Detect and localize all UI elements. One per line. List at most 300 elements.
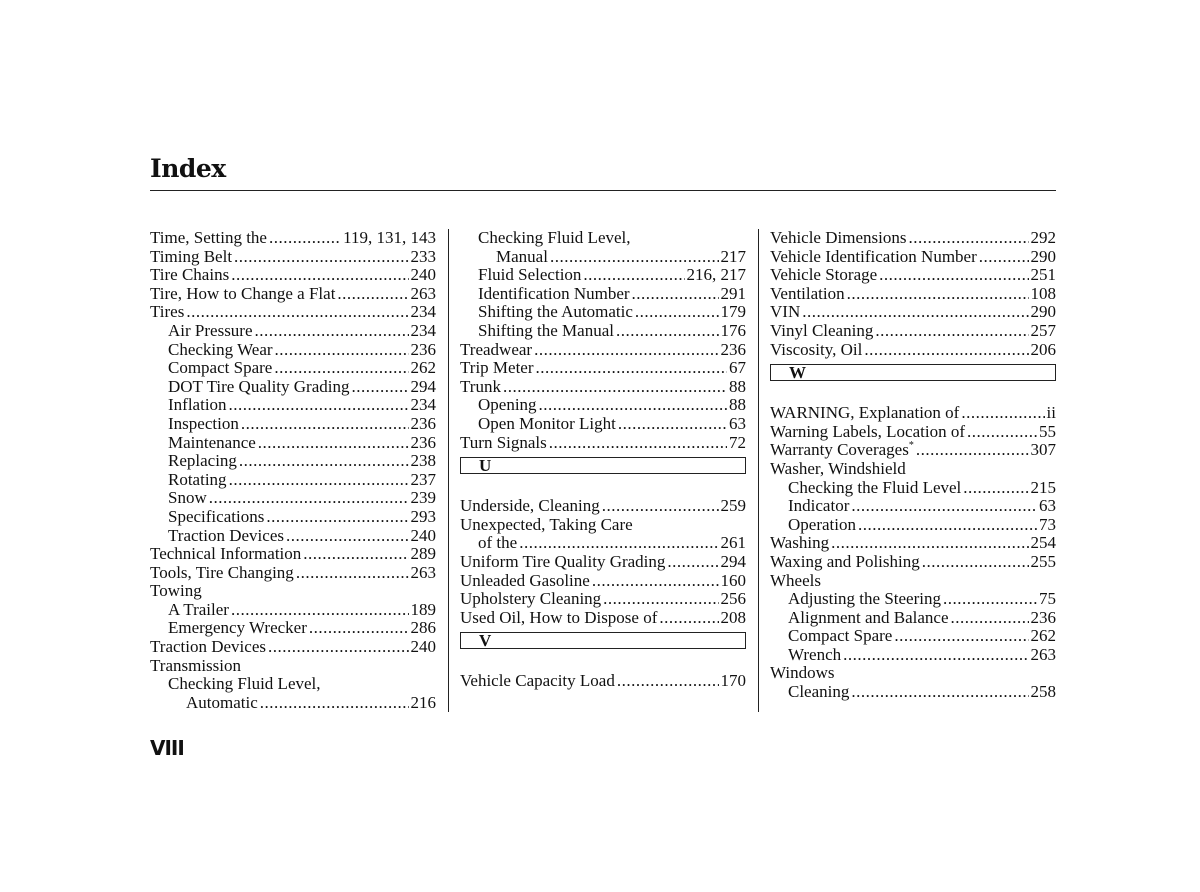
entry-label	[168, 396, 227, 415]
entry-label	[186, 694, 258, 713]
entry-label	[168, 619, 307, 638]
entry-page-number: 208	[720, 608, 746, 627]
entry-page-number: 160	[720, 571, 746, 590]
entry-page-number: 108	[1030, 284, 1056, 303]
entry-label	[460, 434, 547, 453]
entry-label	[460, 378, 501, 397]
dot-leader	[616, 322, 719, 341]
entry-label-text: Upholstery Cleaning	[460, 590, 602, 609]
index-entry	[460, 609, 746, 628]
entry-label-text: Tires	[150, 303, 185, 322]
entry-label-text: Compact Spare	[788, 627, 893, 646]
entry-label-text: Waxing and Polishing	[770, 552, 920, 571]
entry-label	[168, 527, 284, 546]
entry-label-text: Towing	[150, 582, 202, 601]
entry-label-text: Identification Number	[478, 284, 630, 303]
index-entry	[770, 479, 1056, 498]
entry-page-number: 63	[1039, 497, 1056, 516]
entry-label-text: Specifications	[168, 507, 265, 526]
dot-leader	[255, 322, 409, 341]
index-entry	[150, 694, 436, 713]
index-entry	[770, 248, 1056, 267]
entry-label	[150, 657, 241, 676]
dot-leader	[592, 572, 719, 591]
dot-leader	[864, 341, 1028, 360]
entry-page-number: 251	[1030, 266, 1056, 285]
entry-page-number: 75	[1039, 590, 1056, 609]
entry-label	[150, 582, 202, 601]
index-entry	[460, 285, 746, 304]
index-entry	[150, 452, 436, 471]
entry-label-text: Vinyl Cleaning	[770, 321, 874, 340]
entry-label-text: Windows	[770, 664, 835, 683]
entry-page-number: 262	[410, 359, 436, 378]
entry-label-text: Warranty Coverages	[770, 441, 909, 460]
entry-label-text: Tire Chains	[150, 266, 230, 285]
entry-label	[150, 285, 335, 304]
entry-page-number: 259	[720, 497, 746, 516]
dot-leader	[843, 646, 1028, 665]
index-entry	[770, 460, 1056, 479]
dot-leader	[851, 497, 1037, 516]
title-rule	[150, 190, 1056, 191]
dot-leader	[275, 341, 409, 360]
index-entry	[460, 534, 746, 553]
entry-label	[168, 415, 239, 434]
dot-leader	[851, 683, 1028, 702]
index-entry	[770, 266, 1056, 285]
entry-label-text: Manual	[496, 247, 548, 266]
dot-leader	[231, 601, 409, 620]
index-entry	[770, 423, 1056, 442]
dot-leader	[539, 396, 727, 415]
entry-page-number: 88	[729, 377, 746, 396]
entry-page-number: 263	[410, 284, 436, 303]
dot-leader	[618, 415, 727, 434]
entry-label	[788, 479, 961, 498]
index-entry	[150, 675, 436, 694]
entry-page-number: 72	[729, 433, 746, 452]
index-entry	[460, 341, 746, 360]
entry-label	[150, 564, 294, 583]
entry-label-text: Operation	[788, 515, 856, 534]
column-divider	[758, 229, 759, 712]
entry-page-number: 254	[1030, 534, 1056, 553]
entry-label	[460, 497, 600, 516]
entry-page-number: 262	[1030, 627, 1056, 646]
index-entry	[770, 322, 1056, 341]
entry-page-number: 63	[729, 414, 746, 433]
entry-label-text: Vehicle Capacity Load	[460, 672, 615, 691]
dot-leader	[967, 423, 1037, 442]
entry-label-text: Traction Devices	[168, 526, 284, 545]
entry-label-text: of the	[478, 534, 518, 553]
entry-label-text: Wrench	[788, 645, 842, 664]
index-entry	[150, 471, 436, 490]
index-entry	[770, 572, 1056, 591]
entry-label	[788, 497, 849, 516]
index-entry	[150, 601, 436, 620]
entry-label	[460, 672, 615, 691]
dot-leader	[258, 434, 409, 453]
index-entry	[460, 553, 746, 572]
entry-label	[770, 248, 977, 267]
dot-leader	[296, 564, 409, 583]
index-entry	[770, 627, 1056, 646]
entry-page-number: 263	[1030, 645, 1056, 664]
index-entry	[770, 303, 1056, 322]
index-entry	[460, 359, 746, 378]
section-letter-w: W	[770, 364, 1056, 381]
entry-label	[168, 601, 229, 620]
entry-label	[478, 415, 616, 434]
entry-page-number: 263	[410, 563, 436, 582]
entry-label	[770, 322, 873, 341]
entry-label-text: Adjusting the Steering	[788, 590, 941, 609]
entry-label-text: Emergency Wrecker	[168, 619, 307, 638]
index-entry	[770, 664, 1056, 683]
entry-label-text: Shifting the Manual	[478, 321, 614, 340]
entry-label	[478, 266, 581, 285]
page-number: VIII	[150, 736, 184, 760]
index-entry	[460, 303, 746, 322]
entry-label-text: Inflation	[168, 396, 227, 415]
entry-label	[770, 572, 821, 591]
dot-leader	[943, 590, 1037, 609]
entry-label	[478, 396, 537, 415]
index-entry	[770, 441, 1056, 460]
entry-label	[460, 359, 534, 378]
entry-label	[770, 341, 862, 360]
entry-label-text: Checking Fluid Level,	[478, 229, 631, 247]
dot-leader	[879, 266, 1028, 285]
entry-label-text: Opening	[478, 396, 537, 415]
index-entry	[460, 248, 746, 267]
dot-leader	[268, 638, 409, 657]
dot-leader	[234, 248, 408, 267]
entry-page-number: 286	[410, 619, 436, 638]
index-entry	[150, 322, 436, 341]
index-entry	[770, 404, 1056, 423]
entry-label-text: Vehicle Storage	[770, 266, 878, 285]
index-entry	[150, 657, 436, 676]
dot-leader	[337, 285, 408, 304]
dot-leader	[231, 266, 408, 285]
entry-page-number: 236	[410, 433, 436, 452]
entry-label	[788, 646, 841, 665]
dot-leader	[847, 285, 1029, 304]
dot-leader	[951, 609, 1029, 628]
dot-leader	[632, 285, 719, 304]
entry-label	[168, 434, 256, 453]
index-entry	[150, 341, 436, 360]
index-entry	[150, 638, 436, 657]
entry-label	[788, 609, 949, 628]
entry-label	[460, 609, 657, 628]
index-entry	[150, 564, 436, 583]
index-entry	[150, 285, 436, 304]
index-entry	[150, 582, 436, 601]
entry-label-text: Warning Labels, Location of	[770, 422, 966, 441]
entry-page-number: 256	[720, 590, 746, 609]
entry-label-text: Cleaning	[788, 683, 850, 702]
dot-leader	[239, 452, 409, 471]
index-entry	[460, 266, 746, 285]
dot-leader	[519, 534, 718, 553]
entry-page-number: 236	[410, 414, 436, 433]
entry-page-number: 293	[410, 507, 436, 526]
entry-label-text: Ventilation	[770, 284, 845, 303]
entry-page-number: 291	[720, 284, 746, 303]
entry-page-number: 240	[410, 266, 436, 285]
entry-label	[168, 322, 253, 341]
index-column-3	[770, 229, 1056, 702]
entry-page-number: 215	[1030, 478, 1056, 497]
dot-leader	[603, 590, 718, 609]
entry-page-number: 55	[1039, 422, 1056, 441]
entry-label	[168, 489, 207, 508]
entry-label-text: Traction Devices	[150, 638, 266, 657]
entry-label-text: Tire, How to Change a Flat	[150, 284, 336, 303]
entry-label-text: Indicator	[788, 497, 850, 516]
index-entry	[770, 553, 1056, 572]
entry-page-number: ii	[1046, 404, 1056, 423]
entry-page-number: 236	[410, 340, 436, 359]
entry-label	[770, 534, 829, 553]
dot-leader	[858, 516, 1037, 535]
dot-leader	[352, 378, 409, 397]
entry-label-text: Checking Fluid Level,	[168, 675, 321, 694]
index-entry	[460, 434, 746, 453]
index-entry	[150, 508, 436, 527]
entry-label-text: Maintenance	[168, 433, 256, 452]
entry-label-text: Technical Information	[150, 545, 302, 564]
entry-label-text: Compact Spare	[168, 359, 273, 378]
entry-page-number: 179	[720, 303, 746, 322]
dot-leader	[602, 497, 719, 516]
entry-page-number: 238	[410, 452, 436, 471]
entry-page-number: 261	[720, 534, 746, 553]
entry-label	[788, 683, 849, 702]
entry-page-number: 234	[410, 303, 436, 322]
entry-label	[478, 285, 630, 304]
dot-leader	[979, 248, 1029, 267]
entry-label-text: Washer, Windshield	[770, 459, 906, 478]
entry-label	[478, 303, 633, 322]
entry-label	[478, 534, 517, 553]
entry-label	[150, 248, 232, 267]
entry-label-text: Unleaded Gasoline	[460, 571, 590, 590]
entry-page-number: 255	[1030, 552, 1056, 571]
dot-leader	[831, 534, 1028, 553]
entry-page-number: 234	[410, 321, 436, 340]
section-letter-u: U	[460, 457, 746, 474]
entry-label-text: Transmission	[150, 656, 242, 675]
entry-page-number: 240	[410, 638, 436, 657]
dot-leader	[286, 527, 409, 546]
dot-leader	[269, 229, 341, 248]
entry-page-number: 239	[410, 489, 436, 508]
entry-page-number: 290	[1030, 247, 1056, 266]
entry-label-text: Snow	[168, 489, 207, 508]
entry-page-number: 189	[410, 600, 436, 619]
entry-page-number: 289	[410, 545, 436, 564]
entry-page-number: 216, 217	[686, 266, 746, 285]
index-entry	[460, 396, 746, 415]
dot-leader	[534, 341, 718, 360]
index-entry	[460, 590, 746, 609]
entry-page-number: 240	[410, 526, 436, 545]
dot-leader	[961, 404, 1044, 423]
dot-leader	[260, 694, 409, 713]
entry-page-number: 73	[1039, 515, 1056, 534]
entry-label-text: Tools, Tire Changing	[150, 563, 294, 582]
entry-label-text: Vehicle Identification Number	[770, 247, 977, 266]
index-entry	[770, 497, 1056, 516]
dot-leader	[583, 266, 684, 285]
dot-leader	[635, 303, 719, 322]
entry-page-number: 170	[720, 672, 746, 691]
entry-label	[168, 471, 227, 490]
dot-leader	[894, 627, 1028, 646]
entry-label	[788, 590, 941, 609]
entry-label	[770, 285, 845, 304]
entry-page-number: 307	[1030, 441, 1056, 460]
dot-leader	[922, 553, 1029, 572]
entry-page-number: 257	[1030, 321, 1056, 340]
entry-label	[168, 378, 350, 397]
entry-page-number: 119, 131, 143	[343, 229, 436, 247]
index-entry	[460, 415, 746, 434]
entry-label	[150, 545, 301, 564]
index-entry	[150, 619, 436, 638]
dot-leader	[536, 359, 727, 378]
entry-page-number: 236	[1030, 608, 1056, 627]
dot-leader	[550, 248, 719, 267]
dot-leader	[241, 415, 409, 434]
entry-page-number: 237	[410, 470, 436, 489]
index-entry	[460, 572, 746, 591]
entry-page-number: 206	[1030, 340, 1056, 359]
entry-label-text: Wheels	[770, 571, 821, 590]
entry-label-text: Checking the Fluid Level	[788, 478, 962, 497]
index-entry	[770, 285, 1056, 304]
entry-label	[150, 303, 184, 322]
index-entry	[460, 229, 746, 248]
entry-label	[770, 229, 906, 248]
dot-leader	[908, 229, 1028, 248]
dot-leader	[617, 672, 719, 691]
entry-label	[168, 508, 264, 527]
entry-label-text: Timing Belt	[150, 247, 233, 266]
index-entry	[150, 489, 436, 508]
index-entry	[460, 497, 746, 516]
dot-leader	[875, 322, 1028, 341]
entry-label	[460, 572, 590, 591]
index-entry	[150, 378, 436, 397]
index-entry	[150, 248, 436, 267]
entry-label	[770, 664, 834, 683]
entry-label-text: WARNING, Explanation of	[770, 404, 960, 423]
column-divider	[448, 229, 449, 712]
dot-leader	[963, 479, 1028, 498]
entry-page-number: 236	[720, 340, 746, 359]
entry-label-text: Rotating	[168, 470, 227, 489]
entry-label	[770, 553, 920, 572]
entry-label-text: Vehicle Dimensions	[770, 229, 907, 247]
entry-page-number: 294	[410, 377, 436, 396]
dot-leader	[274, 359, 408, 378]
entry-label-text: Washing	[770, 534, 830, 553]
entry-page-number: 234	[410, 396, 436, 415]
dot-leader	[549, 434, 727, 453]
entry-page-number: 290	[1030, 303, 1056, 322]
entry-label-text: Shifting the Automatic	[478, 303, 633, 322]
index-entry	[150, 396, 436, 415]
entry-page-number: 176	[720, 321, 746, 340]
index-entry	[150, 359, 436, 378]
entry-label-text: Checking Wear	[168, 340, 273, 359]
index-entry	[460, 378, 746, 397]
entry-label-text: Automatic	[186, 693, 258, 712]
dot-leader	[309, 619, 409, 638]
index-entry	[770, 516, 1056, 535]
page-title: Index	[150, 154, 226, 183]
index-entry	[460, 672, 746, 691]
dot-leader	[209, 489, 409, 508]
entry-label-text: Open Monitor Light	[478, 414, 616, 433]
entry-page-number: 67	[729, 359, 746, 378]
entry-label	[788, 516, 856, 535]
dot-leader	[667, 553, 718, 572]
entry-label	[168, 359, 272, 378]
entry-label	[460, 341, 532, 360]
entry-label-text: VIN	[770, 303, 801, 322]
dot-leader	[229, 396, 409, 415]
index-entry	[150, 434, 436, 453]
footnote-marker: *	[908, 441, 914, 452]
index-entry	[770, 341, 1056, 360]
entry-label-text: Trip Meter	[460, 359, 534, 378]
entry-label-text: A Trailer	[168, 600, 229, 619]
entry-label	[460, 516, 633, 535]
entry-page-number: 217	[720, 247, 746, 266]
entry-page-number: 216	[410, 693, 436, 712]
index-entry	[770, 534, 1056, 553]
entry-label-text: Unexpected, Taking Care	[460, 515, 633, 534]
entry-label-text: Inspection	[168, 414, 239, 433]
index-entry	[770, 646, 1056, 665]
entry-label-text: Time, Setting the	[150, 229, 267, 247]
entry-label	[168, 341, 273, 360]
index-entry	[770, 229, 1056, 248]
entry-label	[460, 590, 601, 609]
entry-label-text: Trunk	[460, 377, 501, 396]
entry-label-text: Used Oil, How to Dispose of	[460, 608, 658, 627]
entry-label	[496, 248, 548, 267]
entry-page-number: 233	[410, 247, 436, 266]
entry-label-text: Uniform Tire Quality Grading	[460, 552, 666, 571]
index-entry	[770, 590, 1056, 609]
entry-page-number: 294	[720, 552, 746, 571]
index-column-1	[150, 229, 436, 712]
entry-label	[770, 404, 959, 423]
entry-page-number: 88	[729, 396, 746, 415]
entry-label	[770, 441, 914, 460]
entry-label-text: Treadwear	[460, 340, 533, 359]
index-column-2	[460, 229, 746, 691]
entry-label-text: DOT Tire Quality Grading	[168, 377, 350, 396]
